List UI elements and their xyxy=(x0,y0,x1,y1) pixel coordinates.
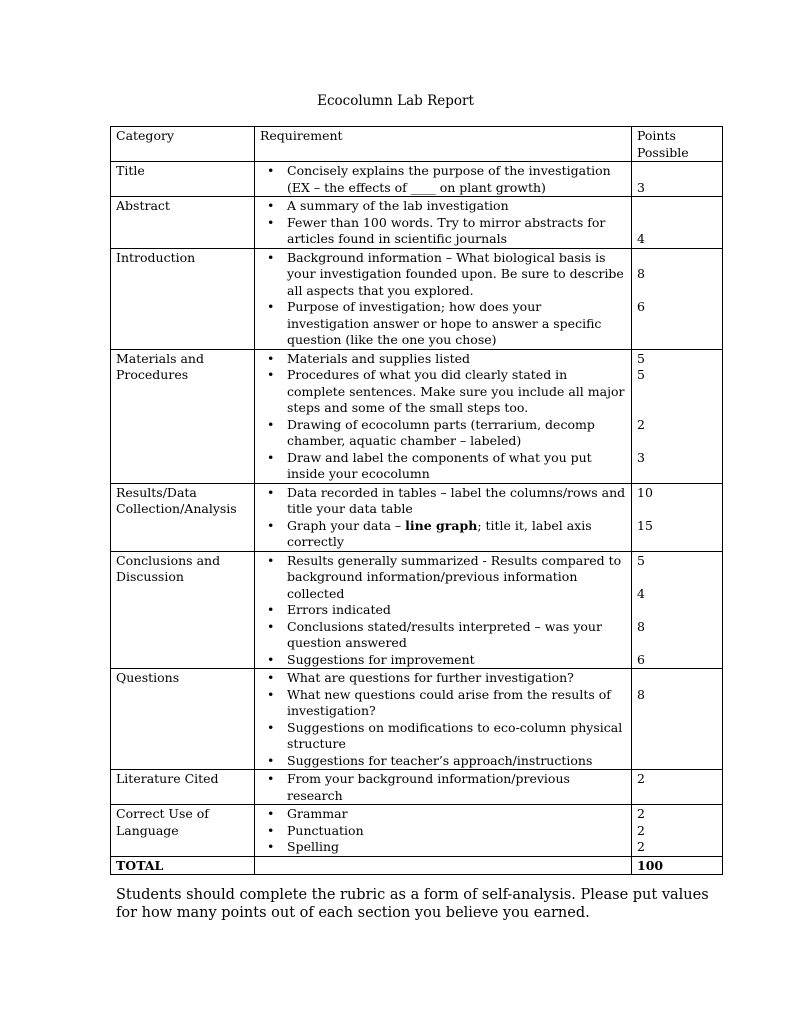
points-cell xyxy=(632,551,723,669)
category-cell: Results/Data Collection/Analysis xyxy=(111,483,255,551)
requirement-cell xyxy=(255,162,632,197)
requirement-cell xyxy=(255,770,632,805)
points-value: 5 xyxy=(637,350,645,366)
category-cell: Introduction xyxy=(111,248,255,349)
footer-note: Students should complete the rubric as a form of self-analysis. Please put values for how many points out of each section you believe you earned. xyxy=(116,887,709,921)
requirement-item: • Data recorded in tables – label the columns/rows and title your data table xyxy=(287,485,626,518)
points-value xyxy=(637,400,717,417)
points-value: 5 xyxy=(637,552,645,568)
table-row xyxy=(111,551,723,669)
category-cell: Correct Use of Language xyxy=(111,805,255,857)
category-cell: Materials and Procedures xyxy=(111,349,255,483)
category-cell: Questions xyxy=(111,669,255,770)
total-empty-cell xyxy=(255,856,632,875)
requirement-item: • Suggestions for teacher’s approach/instructions xyxy=(287,753,626,770)
table-row xyxy=(111,197,723,249)
points-value xyxy=(637,198,717,215)
rubric-table xyxy=(110,126,723,875)
points-value xyxy=(637,602,717,619)
requirement-item: • Procedures of what you did clearly stated in complete sentences. Make sure you include all major steps and some of the small steps too. xyxy=(287,367,626,417)
points-cell xyxy=(632,248,723,349)
requirement-text: ; title it, label axis correctly xyxy=(287,517,592,549)
points-value xyxy=(637,163,717,180)
requirement-item: • Punctuation xyxy=(287,823,626,840)
total-label: TOTAL xyxy=(111,856,255,875)
points-value xyxy=(637,635,717,652)
points-value xyxy=(637,501,717,518)
table-row xyxy=(111,669,723,770)
requirement-item: • What are questions for further investigation? xyxy=(287,670,626,687)
table-row xyxy=(111,349,723,483)
points-value: 3 xyxy=(637,449,645,465)
points-value: 2 xyxy=(637,839,645,854)
table-row xyxy=(111,162,723,197)
points-value: 3 xyxy=(637,179,645,195)
requirement-item: • Grammar xyxy=(287,806,626,823)
requirement-cell xyxy=(255,197,632,249)
header-points: Points Possible xyxy=(632,127,723,162)
requirement-item xyxy=(287,518,626,551)
points-value xyxy=(637,670,717,687)
points-value: 4 xyxy=(637,231,645,246)
requirement-cell xyxy=(255,483,632,551)
requirement-item: • Conclusions stated/results interpreted – was your question answered xyxy=(287,619,626,652)
category-cell: Conclusions and Discussion xyxy=(111,551,255,669)
requirement-item: • Errors indicated xyxy=(287,602,626,619)
points-cell xyxy=(632,349,723,483)
points-cell xyxy=(632,770,723,805)
points-value: 15 xyxy=(637,517,653,533)
requirement-item: • Suggestions for improvement xyxy=(287,652,626,669)
points-value xyxy=(637,250,717,267)
requirement-text: Graph your data – xyxy=(287,517,406,533)
points-value: 2 xyxy=(637,416,645,432)
requirement-cell xyxy=(255,669,632,770)
header-category: Category xyxy=(111,127,255,162)
table-row xyxy=(111,248,723,349)
requirement-item: • A summary of the lab investigation xyxy=(287,198,626,215)
requirement-item: • Concisely explains the purpose of the investigation (EX – the effects of ____ on plant growth) xyxy=(287,163,626,196)
table-row xyxy=(111,805,723,857)
requirement-item: • What new questions could arise from the results of investigation? xyxy=(287,687,626,720)
points-cell xyxy=(632,483,723,551)
header-requirement: Requirement xyxy=(255,127,632,162)
table-row xyxy=(111,770,723,805)
total-points: 100 xyxy=(632,856,723,875)
points-value xyxy=(637,569,717,586)
points-value: 6 xyxy=(637,651,645,667)
requirement-item: • Fewer than 100 words. Try to mirror abstracts for articles found in scientific journals xyxy=(287,215,626,248)
points-value: 8 xyxy=(637,266,645,281)
emphasis-line-graph: line graph xyxy=(405,517,478,533)
requirement-item: • Background information – What biological basis is your investigation founded upon. Be sure to describe all aspects that you explored. xyxy=(287,250,626,300)
requirement-cell xyxy=(255,805,632,857)
requirement-cell xyxy=(255,551,632,669)
points-value: 2 xyxy=(637,806,645,821)
points-cell xyxy=(632,669,723,770)
points-value: 4 xyxy=(637,585,645,601)
points-value xyxy=(637,433,717,450)
category-cell: Abstract xyxy=(111,197,255,249)
requirement-item: • Results generally summarized - Results compared to background information/previous information collected xyxy=(287,553,626,603)
points-value: 5 xyxy=(637,367,645,382)
points-cell xyxy=(632,162,723,197)
requirement-item: • Purpose of investigation; how does your investigation answer or hope to answer a specific question (like the one you chose) xyxy=(287,299,626,349)
requirement-item: • Spelling xyxy=(287,839,626,856)
requirement-item: • Draw and label the components of what you put inside your ecocolumn xyxy=(287,450,626,483)
points-value xyxy=(637,215,717,232)
points-cell xyxy=(632,197,723,249)
requirement-cell xyxy=(255,248,632,349)
table-header-row xyxy=(111,127,723,162)
points-cell xyxy=(632,805,723,857)
points-value: 8 xyxy=(637,618,645,634)
points-value: 10 xyxy=(637,484,653,500)
points-value xyxy=(637,283,717,300)
points-value: 6 xyxy=(637,299,645,314)
total-row xyxy=(111,856,723,875)
requirement-item: • Drawing of ecocolumn parts (terrarium, decomp chamber, aquatic chamber – labeled) xyxy=(287,417,626,450)
category-cell: Title xyxy=(111,162,255,197)
points-value: 8 xyxy=(637,686,645,702)
table-row xyxy=(111,483,723,551)
points-value: 2 xyxy=(637,771,645,786)
category-cell: Literature Cited xyxy=(111,770,255,805)
requirement-item: • Materials and supplies listed xyxy=(287,351,626,368)
page-title: Ecocolumn Lab Report xyxy=(317,93,474,109)
points-value: 2 xyxy=(637,822,645,838)
points-value xyxy=(637,384,717,401)
requirement-cell xyxy=(255,349,632,483)
requirement-item: • Suggestions on modifications to eco-column physical structure xyxy=(287,720,626,753)
requirement-item: • From your background information/previous research xyxy=(287,771,626,804)
